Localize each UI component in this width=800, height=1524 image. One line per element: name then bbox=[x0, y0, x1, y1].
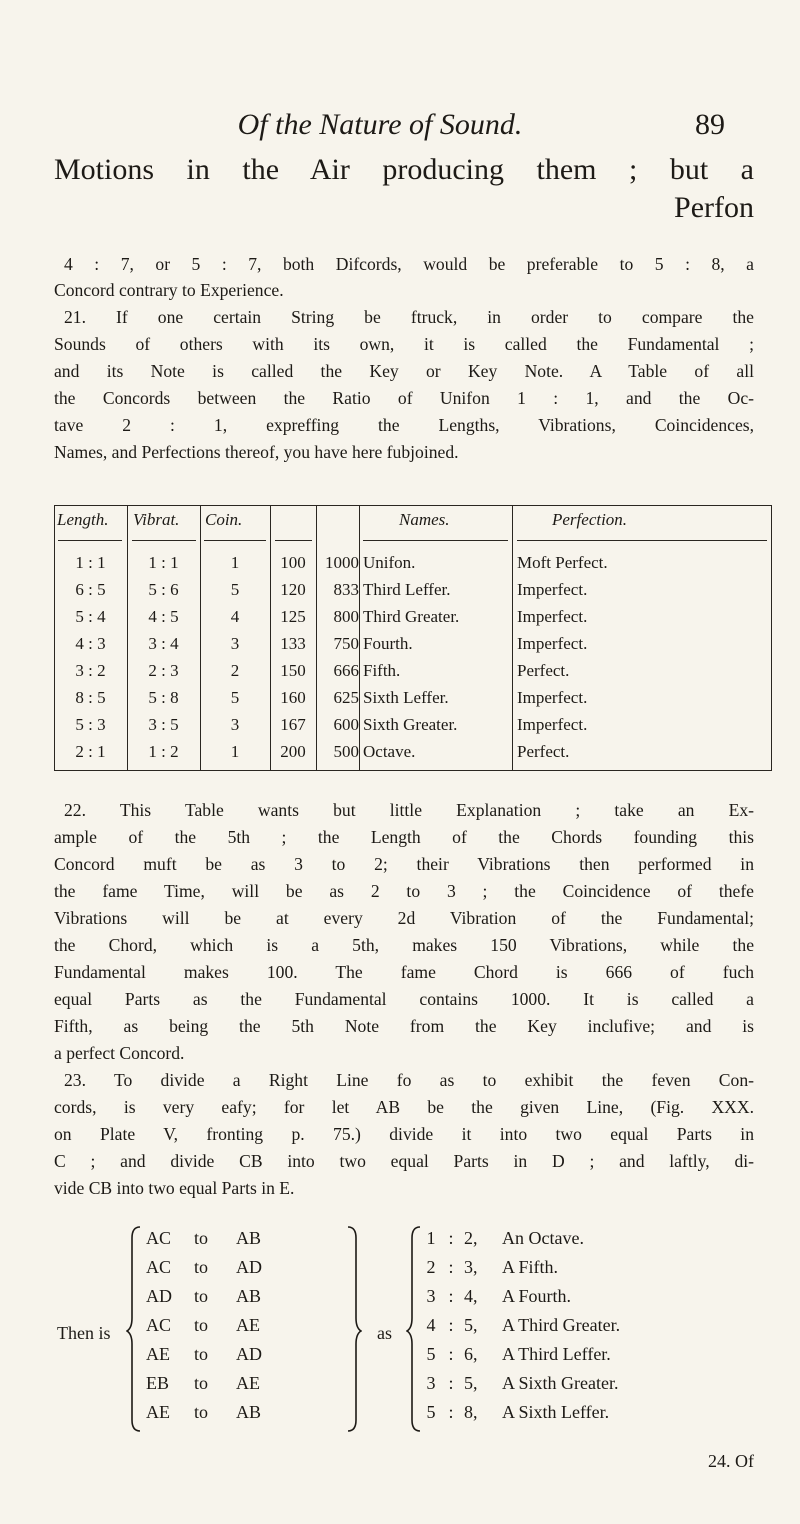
segment-left: AD bbox=[146, 1286, 172, 1306]
concord-name: An Octave. bbox=[502, 1228, 584, 1248]
coincidence-cell: 1 bbox=[230, 553, 240, 572]
vibrations-cell: 4 : 5 bbox=[148, 607, 179, 626]
name-cell: Fourth. bbox=[363, 634, 413, 653]
vibration-count-cell: 167 bbox=[280, 715, 306, 734]
text-line: Sounds of others with its own, it is called the Fundamental ; bbox=[54, 334, 754, 354]
ratio-colon: : bbox=[448, 1402, 454, 1422]
segment-left: AE bbox=[146, 1402, 170, 1422]
ratio-colon: : bbox=[448, 1315, 454, 1335]
text-line: Fundamental makes 100. The fame Chord is 666 of fuch bbox=[54, 962, 754, 982]
name-cell: Sixth Leffer. bbox=[363, 688, 449, 707]
running-title: Of the Nature of Sound. bbox=[237, 108, 523, 141]
vibrations-cell: 1 : 2 bbox=[148, 742, 179, 761]
text-line: 4 : 7, or 5 : 7, both Difcords, would be preferable to 5 : 8, a bbox=[64, 254, 754, 274]
vibrations-cell: 5 : 8 bbox=[148, 688, 179, 707]
ratio-a: 5 bbox=[426, 1402, 436, 1422]
to-word: to bbox=[194, 1315, 209, 1335]
text-line: ample of the 5th ; the Length of the Chords founding this bbox=[54, 827, 754, 847]
to-word: to bbox=[194, 1344, 209, 1364]
coincidence-cell: 3 bbox=[230, 715, 240, 734]
ratio-colon: : bbox=[448, 1286, 454, 1306]
length-cell: 2 : 1 bbox=[75, 742, 106, 761]
perfection-cell: Imperfect. bbox=[517, 688, 588, 707]
vibrations-cell: 3 : 5 bbox=[148, 715, 179, 734]
vibrations-cell: 1 : 1 bbox=[148, 553, 179, 572]
ratio-colon: : bbox=[448, 1344, 454, 1364]
then-is-label: Then is bbox=[57, 1323, 111, 1343]
text-line: tave 2 : 1, expreffing the Lengths, Vibrations, Coincidences, bbox=[54, 415, 754, 435]
text-line: a perfect Concord. bbox=[54, 1043, 185, 1063]
ratio-a: 2 bbox=[426, 1257, 436, 1277]
length-cell: 1 : 1 bbox=[75, 553, 106, 572]
text-line: 23. To divide a Right Line fo as to exhibit the feven Con- bbox=[64, 1070, 754, 1090]
ratio-colon: : bbox=[448, 1228, 454, 1248]
text-line: Vibrations will be at every 2d Vibration of the Fundamental; bbox=[54, 908, 754, 928]
perfection-cell: Imperfect. bbox=[517, 580, 588, 599]
segment-right: AB bbox=[236, 1286, 262, 1306]
length-cell: 3 : 2 bbox=[75, 661, 106, 680]
parts-cell: 666 bbox=[333, 661, 359, 680]
concord-name: A Third Leffer. bbox=[502, 1344, 611, 1364]
name-cell: Octave. bbox=[363, 742, 416, 761]
left-brace-icon bbox=[126, 1224, 142, 1434]
text-line: Names, and Perfections thereof, you have here fubjoined. bbox=[54, 442, 459, 462]
length-cell: 4 : 3 bbox=[75, 634, 106, 653]
header-underline bbox=[363, 540, 508, 541]
concord-name: A Sixth Greater. bbox=[502, 1373, 619, 1393]
to-word: to bbox=[194, 1373, 209, 1393]
ratio-colon: : bbox=[448, 1257, 454, 1277]
perfection-cell: Imperfect. bbox=[517, 634, 588, 653]
ratio-b: 2, bbox=[464, 1228, 478, 1248]
table-rule bbox=[512, 505, 513, 771]
length-cell: 5 : 4 bbox=[75, 607, 106, 626]
parts-cell: 750 bbox=[333, 634, 359, 653]
perfection-cell: Perfect. bbox=[517, 742, 570, 761]
parts-cell: 1000 bbox=[325, 553, 359, 572]
text-line: on Plate V, fronting p. 75.) divide it into two equal Parts in bbox=[54, 1124, 754, 1144]
segment-right: AE bbox=[236, 1373, 260, 1393]
concord-name: A Third Greater. bbox=[502, 1315, 621, 1335]
lead-line: Motions in the Air producing them ; but a bbox=[54, 153, 754, 186]
header-underline bbox=[132, 540, 196, 541]
ratio-b: 4, bbox=[464, 1286, 478, 1306]
running-head bbox=[0, 108, 800, 148]
perfection-cell: Moft Perfect. bbox=[517, 553, 608, 572]
text-line: cords, is very eafy; for let AB be the given Line, (Fig. XXX. bbox=[54, 1097, 754, 1117]
header-length: Length. bbox=[57, 510, 109, 529]
vibration-count-cell: 100 bbox=[280, 553, 306, 572]
text-line: vide CB into two equal Parts in E. bbox=[54, 1178, 295, 1198]
concord-name: A Fourth. bbox=[502, 1286, 572, 1306]
text-line: the Concords between the Ratio of Unifon 1 : 1, and the Oc- bbox=[54, 388, 754, 408]
ratio-b: 5, bbox=[464, 1315, 478, 1335]
coincidence-cell: 2 bbox=[230, 661, 240, 680]
segment-right: AE bbox=[236, 1315, 260, 1335]
as-label: as bbox=[377, 1323, 392, 1343]
segment-right: AB bbox=[236, 1402, 262, 1422]
vibration-count-cell: 200 bbox=[280, 742, 306, 761]
coincidence-cell: 5 bbox=[230, 580, 240, 599]
name-cell: Third Leffer. bbox=[363, 580, 451, 599]
segment-right: AB bbox=[236, 1228, 262, 1248]
comparison-block bbox=[54, 1224, 774, 1524]
concord-name: A Fifth. bbox=[502, 1257, 559, 1277]
name-cell: Third Greater. bbox=[363, 607, 460, 626]
text-line: 21. If one certain String be ftruck, in order to compare the bbox=[64, 307, 754, 327]
parts-cell: 833 bbox=[333, 580, 359, 599]
vibrations-cell: 3 : 4 bbox=[148, 634, 179, 653]
ratio-a: 3 bbox=[426, 1286, 436, 1306]
header-underline bbox=[275, 540, 312, 541]
ratio-b: 6, bbox=[464, 1344, 478, 1364]
name-cell: Fifth. bbox=[363, 661, 401, 680]
text-line: Concord muft be as 3 to 2; their Vibrations then performed in bbox=[54, 854, 754, 874]
left-brace-icon bbox=[406, 1224, 422, 1434]
concords-table bbox=[54, 505, 772, 773]
ratio-colon: : bbox=[448, 1373, 454, 1393]
vibration-count-cell: 160 bbox=[280, 688, 306, 707]
length-cell: 5 : 3 bbox=[75, 715, 106, 734]
ratio-b: 5, bbox=[464, 1373, 478, 1393]
perfection-cell: Perfect. bbox=[517, 661, 570, 680]
ratio-a: 5 bbox=[426, 1344, 436, 1364]
header-coincidences: Coin. bbox=[205, 510, 243, 529]
header-vibrations: Vibrat. bbox=[133, 510, 180, 529]
segment-left: AC bbox=[146, 1257, 172, 1277]
vibration-count-cell: 120 bbox=[280, 580, 306, 599]
segment-left: EB bbox=[146, 1373, 170, 1393]
text-line: 22. This Table wants but little Explanation ; take an Ex- bbox=[64, 800, 754, 820]
vibration-count-cell: 125 bbox=[280, 607, 306, 626]
table-rule bbox=[359, 505, 360, 771]
ratio-a: 3 bbox=[426, 1373, 436, 1393]
vibrations-cell: 5 : 6 bbox=[148, 580, 179, 599]
header-perfection: Perfection. bbox=[552, 510, 628, 529]
parts-cell: 500 bbox=[333, 742, 359, 761]
length-cell: 8 : 5 bbox=[75, 688, 106, 707]
perfection-cell: Imperfect. bbox=[517, 715, 588, 734]
segment-left: AE bbox=[146, 1344, 170, 1364]
table-rule bbox=[771, 505, 772, 771]
to-word: to bbox=[194, 1257, 209, 1277]
header-underline bbox=[204, 540, 266, 541]
ratio-a: 1 bbox=[426, 1228, 436, 1248]
vibration-count-cell: 133 bbox=[280, 634, 306, 653]
lead-line: Perfon bbox=[674, 191, 754, 224]
ratio-b: 8, bbox=[464, 1402, 478, 1422]
segment-left: AC bbox=[146, 1315, 172, 1335]
text-line: and its Note is called the Key or Key Note. A Table of all bbox=[54, 361, 754, 381]
segment-right: AD bbox=[236, 1344, 262, 1364]
text-line: C ; and divide CB into two equal Parts in D ; and laftly, di- bbox=[54, 1151, 754, 1171]
ratio-a: 4 bbox=[426, 1315, 436, 1335]
segment-left: AC bbox=[146, 1228, 172, 1248]
text-line: the Chord, which is a 5th, makes 150 Vibrations, while the bbox=[54, 935, 754, 955]
page-number: 89 bbox=[695, 108, 725, 141]
header-underline bbox=[58, 540, 122, 541]
to-word: to bbox=[194, 1402, 209, 1422]
text-line: Concord contrary to Experience. bbox=[54, 280, 284, 300]
text-line: Fifth, as being the 5th Note from the Key inclufive; and is bbox=[54, 1016, 754, 1036]
table-rule bbox=[54, 770, 772, 771]
coincidence-cell: 5 bbox=[230, 688, 240, 707]
header-names: Names. bbox=[399, 510, 450, 529]
text-line: the fame Time, will be as 2 to 3 ; the Coincidence of thefe bbox=[54, 881, 754, 901]
to-word: to bbox=[194, 1228, 209, 1248]
parts-cell: 600 bbox=[333, 715, 359, 734]
segment-right: AD bbox=[236, 1257, 262, 1277]
right-brace-icon bbox=[346, 1224, 362, 1434]
coincidence-cell: 3 bbox=[230, 634, 240, 653]
coincidence-cell: 1 bbox=[230, 742, 240, 761]
coincidence-cell: 4 bbox=[230, 607, 240, 626]
ratio-b: 3, bbox=[464, 1257, 478, 1277]
parts-cell: 625 bbox=[333, 688, 359, 707]
concord-name: A Sixth Leffer. bbox=[502, 1402, 610, 1422]
name-cell: Unifon. bbox=[363, 553, 416, 572]
parts-cell: 800 bbox=[333, 607, 359, 626]
vibrations-cell: 2 : 3 bbox=[148, 661, 179, 680]
table-rule bbox=[54, 505, 772, 506]
to-word: to bbox=[194, 1286, 209, 1306]
catchword: 24. Of bbox=[708, 1451, 754, 1471]
length-cell: 6 : 5 bbox=[75, 580, 106, 599]
vibration-count-cell: 150 bbox=[280, 661, 306, 680]
header-underline bbox=[517, 540, 767, 541]
text-line: equal Parts as the Fundamental contains 1000. It is called a bbox=[54, 989, 754, 1009]
perfection-cell: Imperfect. bbox=[517, 607, 588, 626]
name-cell: Sixth Greater. bbox=[363, 715, 458, 734]
